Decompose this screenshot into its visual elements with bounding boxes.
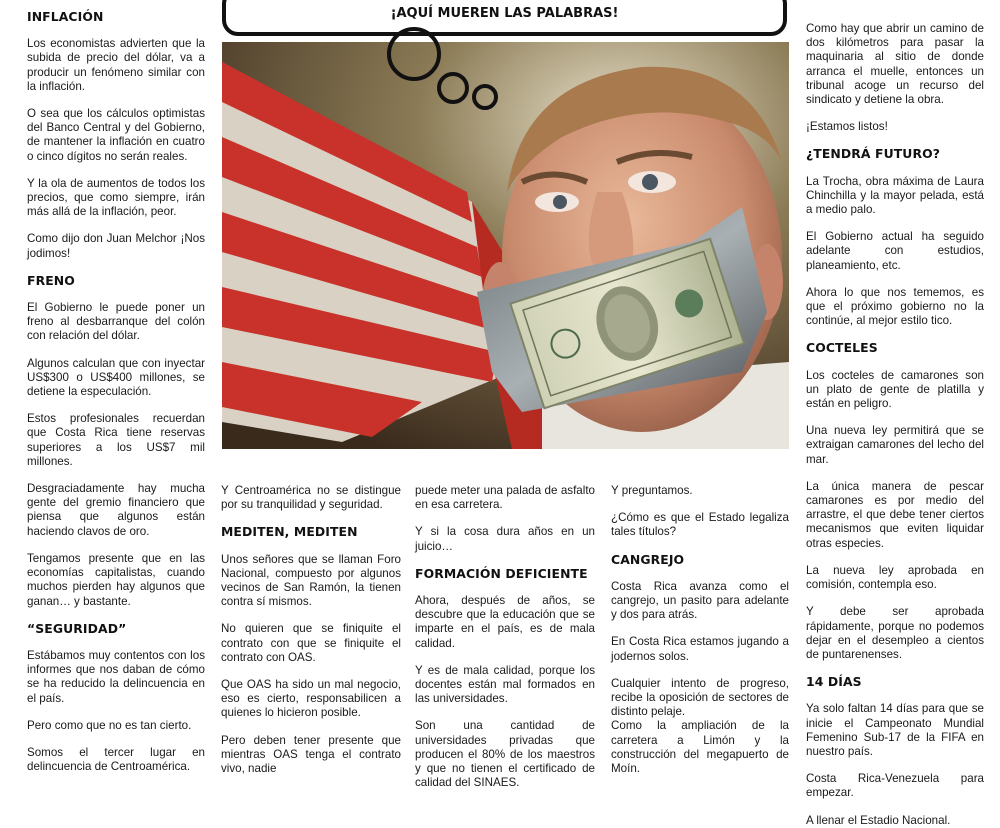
- thought-bubble-small: [472, 84, 498, 110]
- photo-illustration: [222, 42, 789, 449]
- paragraph: Estos profesionales recuerdan que Costa Rica tiene reservas superiores a los US$7 mil millones.: [27, 412, 205, 468]
- paragraph: Ya solo faltan 14 días para que se inicie el Campeonato Mundial Femenino Sub-17 de la FIFA en nuestro país.: [806, 702, 984, 758]
- column-5: [806, 22, 984, 828]
- paragraph: La nueva ley aprobada en comisión, contempla eso.: [806, 563, 984, 592]
- paragraph: El Gobierno actual ha seguido adelante con estudios, planeamiento, etc.: [806, 230, 984, 272]
- paragraph: Y la ola de aumentos de todos los precios, que como siempre, irán más allá de la inflación, peor.: [27, 176, 205, 219]
- paragraph: Estábamos muy contentos con los informes que nos daban de cómo se ha reducido la delincuencia en el país.: [27, 648, 205, 705]
- paragraph: Y debe ser aprobada rápidamente, porque no podemos dejar en el desempleo a cientos de puntarenenses.: [806, 605, 984, 661]
- paragraph: En Costa Rica estamos jugando a jodernos solos.: [611, 635, 789, 663]
- paragraph: Son una cantidad de universidades privadas que producen el 80% de los maestros y que no tienen el certificado de calidad del SINAES.: [415, 719, 595, 790]
- thought-bubble-large: [387, 27, 441, 81]
- paragraph: Como dijo don Juan Melchor ¡Nos jodimos!: [27, 232, 205, 260]
- heading-formacion: FORMACIÓN DEFICIENTE: [415, 565, 588, 581]
- column-2: [221, 484, 401, 776]
- paragraph: La única manera de pescar camarones es por medio del arrastre, el que debe tener ciertos mecanismos que eviten liquidar otras especies.: [806, 479, 984, 550]
- paragraph: Los cocteles de camarones son un plato de gente de platilla y están en peligro.: [806, 368, 984, 411]
- paragraph: Costa Rica-Venezuela para empezar.: [806, 772, 984, 800]
- paragraph: ¿Cómo es que el Estado legaliza tales títulos?: [611, 511, 789, 539]
- heading-inflacion: INFLACIÓN: [27, 9, 104, 24]
- paragraph: La Trocha, obra máxima de Laura Chinchilla y la mayor pelada, está a medio palo.: [806, 174, 984, 217]
- paragraph: Algunos calculan que con inyectar US$300 o US$400 millones, se detiene la especulación.: [27, 356, 205, 399]
- heading-freno: FRENO: [27, 272, 75, 288]
- paragraph: Tengamos presente que en las economías capitalistas, cuando muchos pierden hay algunos que ganan… y bastante.: [27, 551, 205, 608]
- paragraph: El Gobierno le puede poner un freno al desbarranque del colón con relación del dólar.: [27, 301, 205, 343]
- paragraph: Cualquier intento de progreso, recibe la oposición de sectores de distinto pelaje.: [611, 676, 789, 719]
- paragraph: Pero como que no es tan cierto.: [27, 718, 192, 732]
- paragraph: Ahora lo que nos tememos, es que el próximo gobierno no la continúe, al mejor estilo tico.: [806, 285, 984, 328]
- paragraph: Y si la cosa dura años en un juicio…: [415, 525, 595, 553]
- paragraph: Y es de mala calidad, porque los docentes están mal formados en las universidades.: [415, 663, 595, 706]
- column-4: [611, 484, 789, 776]
- paragraph: Desgraciadamente hay mucha gente del gremio financiero que piensa que algunos están haciendo clavos de oro.: [27, 482, 205, 538]
- paragraph: A llenar el Estadio Nacional.: [806, 813, 951, 827]
- paragraph: No quieren que se finiquite el contrato con que se finiquite el contrato con OAS.: [221, 622, 401, 664]
- paragraph: Como la ampliación de la carretera a Limón y la construcción del megapuerto de Moín.: [611, 719, 789, 776]
- paragraph: Como hay que abrir un camino de dos kilómetros para pasar la maquinaria al sitio de donde arranca el muelle, entonces un tribunal acoge un recurso del sindicato y detiene la obra.: [806, 22, 984, 107]
- heading-cangrejo: CANGREJO: [611, 551, 685, 567]
- column-3: [415, 484, 595, 790]
- paragraph: Los economistas advierten que la subida de precio del dólar, va a producir un fenómeno similar con la inflación.: [27, 37, 205, 93]
- paragraph: Y Centroamérica no se distingue por su tranquilidad y seguridad.: [221, 484, 401, 512]
- paragraph: Costa Rica avanza como el cangrejo, un pasito para adelante y dos para atrás.: [611, 579, 789, 622]
- paragraph: ¡Estamos listos!: [806, 120, 888, 134]
- paragraph: Una nueva ley permitirá que se extraigan camarones del lecho del mar.: [806, 424, 984, 466]
- paragraph: Que OAS ha sido un mal negocio, eso es cierto, responsabilicen a quienes lo hicieron posible.: [221, 678, 401, 720]
- bubble-title: ¡AQUÍ MUEREN LAS PALABRAS!: [390, 6, 619, 21]
- paragraph: Pero deben tener presente que mientras OAS tenga el contrato vivo, nadie: [221, 733, 401, 776]
- paragraph: Unos señores que se llaman Foro Nacional, compuesto por algunos vecinos de San Ramón, la tienen contra sí mismos.: [221, 552, 401, 609]
- thought-bubble-medium: [437, 72, 469, 104]
- column-1: [27, 8, 205, 774]
- paragraph: O sea que los cálculos optimistas del Banco Central y del Gobierno, de mantener la inflación en cuatro o cinco dígitos no serán reales.: [27, 107, 205, 163]
- heading-cocteles: COCTELES: [806, 340, 878, 356]
- paragraph: Y preguntamos.: [611, 484, 693, 497]
- photo-man-gagged-with-dollar: [222, 42, 789, 449]
- paragraph: Ahora, después de años, se descubre que la educación que se imparte en el país, es de mala calidad.: [415, 594, 595, 650]
- paragraph: puede meter una palada de asfalto en esa carretera.: [415, 484, 595, 512]
- paragraph: Somos el tercer lugar en delincuencia de Centroamérica.: [27, 745, 205, 774]
- heading-seguridad: “SEGURIDAD”: [27, 620, 127, 636]
- speech-bubble: [222, 0, 787, 36]
- heading-futuro: ¿TENDRÁ FUTURO?: [806, 146, 941, 162]
- heading-mediten: MEDITEN, MEDITEN: [221, 524, 358, 540]
- heading-14-dias: 14 DÍAS: [806, 674, 862, 690]
